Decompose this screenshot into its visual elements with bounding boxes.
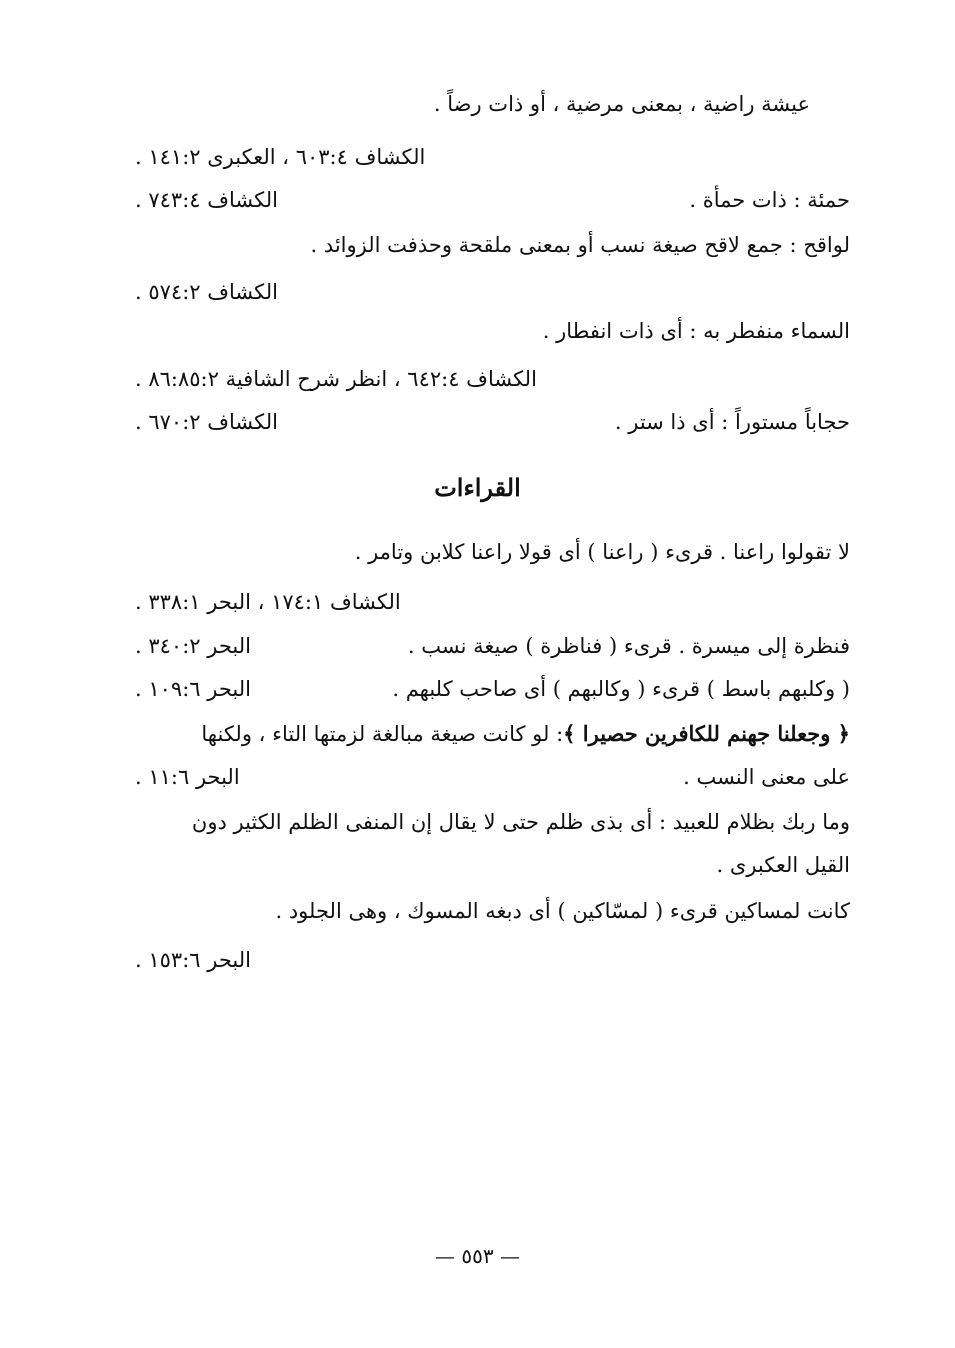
text-line bbox=[125, 843, 850, 887]
reference-text: الكشاف ١٧٤:١ ، البحر ٣٣٨:١ . bbox=[135, 590, 401, 614]
line-text: : لو كانت صيغة مبالغة لزمتها التاء ، ولكنها bbox=[201, 722, 564, 746]
line-text: حمئة : ذات حمأة . bbox=[689, 188, 850, 212]
quran-verse: ﴿ وجعلنا جهنم للكافرين حصيرا ﴾ bbox=[563, 721, 850, 746]
text-line bbox=[125, 178, 850, 222]
line-text: ( وكلبهم باسط ) قرىء ( وكالبهم ) أى صاحب كلبهم . bbox=[392, 677, 850, 701]
line-text: كانت لمساكين قرىء ( لمسّاكين ) أى دبغه المسوك ، وهى الجلود . bbox=[275, 899, 850, 923]
reference-text: البحر ١١:٦ . bbox=[135, 765, 240, 789]
text-line bbox=[125, 82, 850, 126]
text-line bbox=[125, 889, 850, 933]
line-text bbox=[201, 712, 850, 756]
text-line bbox=[125, 712, 850, 756]
text-line bbox=[125, 624, 850, 668]
line-text: لواقح : جمع لاقح صيغة نسب أو بمعنى ملقحة وحذفت الزوائد . bbox=[310, 233, 850, 257]
line-text: وما ربك بظلام للعبيد : أى بذى ظلم حتى لا يقال إن المنفى الظلم الكثير دون bbox=[191, 810, 850, 834]
text-line bbox=[125, 755, 850, 799]
text-line bbox=[125, 400, 850, 444]
text-line bbox=[125, 223, 850, 267]
reference-line bbox=[125, 580, 850, 624]
section-heading: القراءات bbox=[434, 473, 521, 502]
page-number: — ٥٥٣ — bbox=[435, 1244, 520, 1268]
reference-line bbox=[125, 135, 850, 179]
reference-line bbox=[125, 357, 850, 401]
line-text: فنظرة إلى ميسرة . قرىء ( فناظرة ) صيغة نسب . bbox=[407, 634, 850, 658]
text-line bbox=[125, 667, 850, 711]
line-text: حجاباً مستوراً : أى ذا ستر . bbox=[614, 410, 850, 434]
reference-text: البحر ٣٤٠:٢ . bbox=[135, 634, 251, 658]
reference-text: الكشاف ٥٧٤:٢ . bbox=[135, 280, 278, 304]
line-text: عيشة راضية ، بمعنى مرضية ، أو ذات رضاً . bbox=[433, 92, 810, 116]
text-line bbox=[125, 800, 850, 844]
reference-line bbox=[125, 270, 850, 314]
reference-text: البحر ١٠٩:٦ . bbox=[135, 677, 251, 701]
reference-text: البحر ١٥٣:٦ . bbox=[135, 948, 251, 972]
reference-text: الكشاف ٦٤٢:٤ ، انظر شرح الشافية ٨٦:٨٥:٢ . bbox=[135, 367, 537, 391]
reference-text: الكشاف ٦٠٣:٤ ، العكبرى ١٤١:٢ . bbox=[135, 145, 426, 169]
line-text: القيل العكبرى . bbox=[716, 853, 850, 877]
reference-text: الكشاف ٦٧٠:٢ . bbox=[135, 410, 278, 434]
line-text: لا تقولوا راعنا . قرىء ( راعنا ) أى قولا راعنا كلابن وتامر . bbox=[354, 540, 850, 564]
reference-text: الكشاف ٧٤٣:٤ . bbox=[135, 188, 278, 212]
line-text: على معنى النسب . bbox=[683, 765, 850, 789]
text-line bbox=[125, 530, 850, 574]
line-text: السماء منفطر به : أى ذات انفطار . bbox=[542, 319, 850, 343]
reference-line bbox=[125, 938, 850, 982]
text-line bbox=[125, 309, 850, 353]
